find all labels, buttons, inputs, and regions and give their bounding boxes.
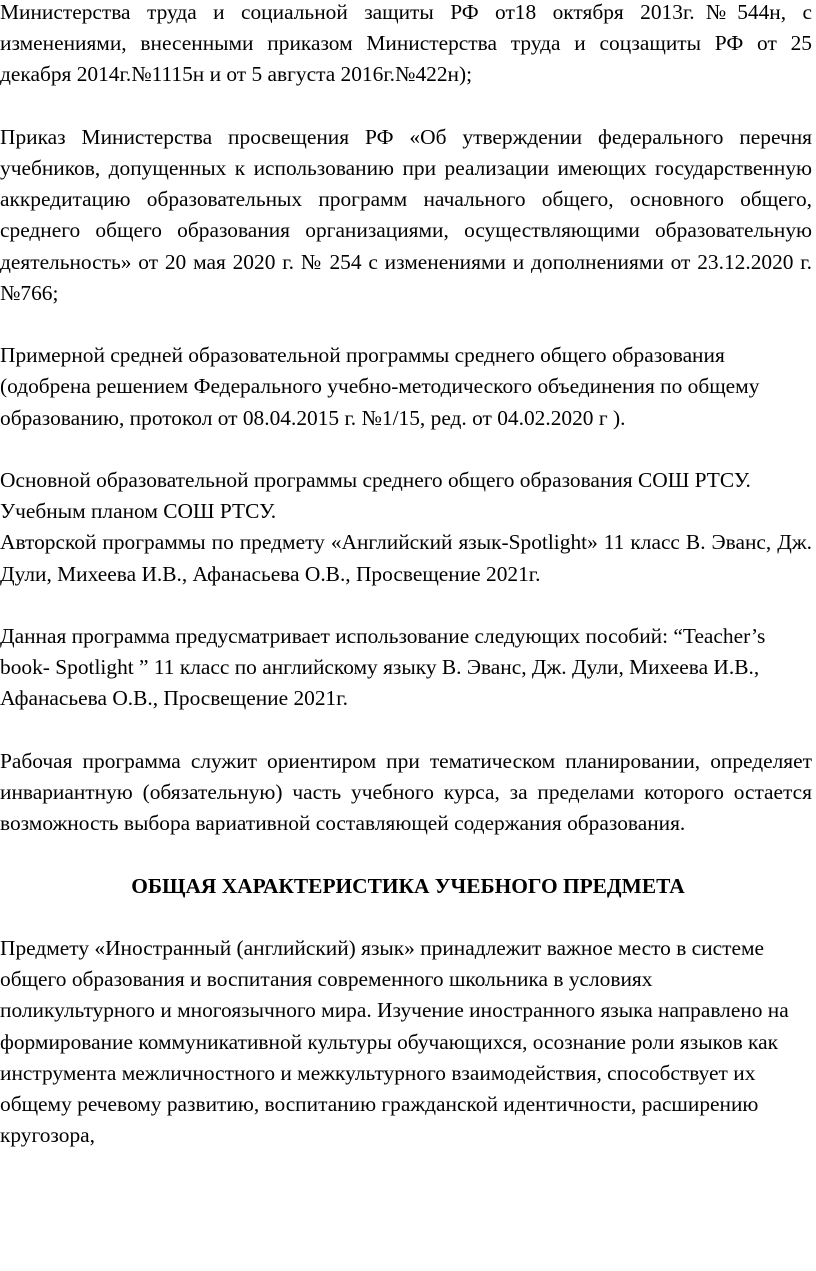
paragraph-gap <box>0 309 816 340</box>
paragraph-labor-ministry-order: Министерства труда и социальной защиты РФ от18 октября 2013г.№544н, с изменениями, внесенными приказом Министерства труда и соцзащиты РФ от 25 декабря 2014г.№1115н и от 5 августа 2016г.№422н); <box>0 0 812 87</box>
paragraph-gap <box>0 715 816 746</box>
paragraph-main-program: Основной образовательной программы среднего общего образования СОШ РТСУ. <box>0 468 751 492</box>
paragraph-education-ministry-order: Приказ Министерства просвещения РФ «Об утверждении федерального перечня учебников, допущенных к использованию при реализации имеющих государственную аккредитацию образовательных программ начального общего, основного общего, среднего общего образования организациями, осуществляющими образовательную деятельность» от 20 мая 2020 г. № 254 с изменениями и дополнениями от 23.12.2020 г. №766; <box>0 124 812 305</box>
paragraph-gap <box>0 902 816 933</box>
paragraph-subject-description: Предмету «Иностранный (английский) язык» принадлежит важное место в системе общего образования и воспитания современного школьника в условиях поликультурного и многоязычного мира. Изучение иностранного языка направлено на формирование коммуникативной культуры обучающихся, осознание роли языков как инструмента межличностного и межкультурного взаимодействия, способствует их общему речевому развитию, воспитанию гражданской идентичности, расширению кругозора, <box>0 935 789 1148</box>
paragraph-gap <box>0 839 816 870</box>
paragraph-teaching-materials: Данная программа предусматривает использование следующих пособий: “Teacher’s book- Spotlight ” 11 класс по английскому языку В. Эванс, Дж. Дули, Михеева И.В., Афанасьева О.В., Просвещение 2021г. <box>0 624 766 711</box>
section-heading: ОБЩАЯ ХАРАКТЕРИСТИКА УЧЕБНОГО ПРЕДМЕТА <box>131 873 685 898</box>
paragraph-gap <box>0 91 816 122</box>
paragraph-gap <box>0 434 816 465</box>
paragraph-work-program: Рабочая программа служит ориентиром при тематическом планировании, определяет инвариантную (обязательную) часть учебного курса, за пределами которого остается возможность выбора вариативной составляющей содержания образования. <box>0 748 812 836</box>
paragraph-author-program: Авторской программы по предмету «Английский язык-Spotlight» 11 класс В. Эванс, Дж. Дули, Михеева И.В., Афанасьева О.В., Просвещение 2021г. <box>0 530 812 586</box>
paragraph-curriculum: Учебным планом СОШ РТСУ. <box>0 499 277 524</box>
paragraph-sample-program: Примерной средней образовательной программы среднего общего образования (одобрена решением Федерального учебно-методического объединения по общему образованию, протокол от 08.04.2015 г. №1/15, ред. от 04.02.2020 г ). <box>0 343 760 430</box>
paragraph-gap <box>0 590 816 621</box>
